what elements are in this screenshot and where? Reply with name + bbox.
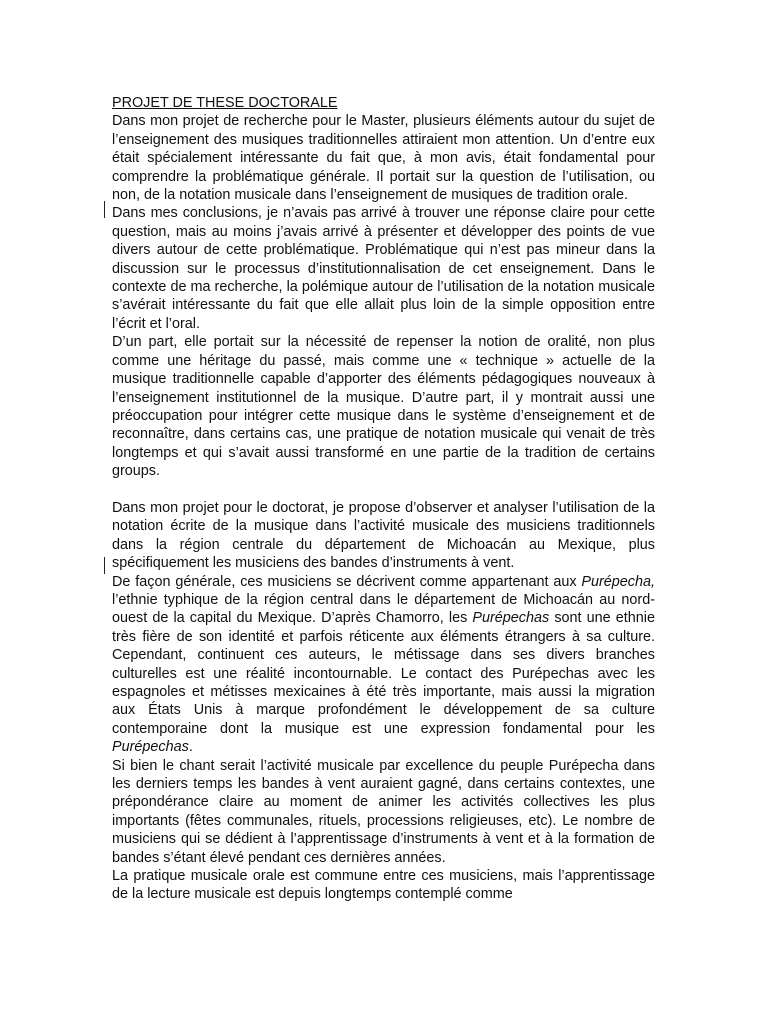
italic-term: Purépechas xyxy=(472,610,550,627)
document-title: PROJET DE THESE DOCTORALE xyxy=(112,95,338,111)
text-run: sont une ethnie très fière de son identité et parfois réticente aux éléments étrangers à sa culture. Cependant, continuent ces auteurs, le métissage dans ses divers branches culturelles est une réalité incontournable. Le contact des Purépechas avec les espagnoles et métisses mexicaines à été très importante, mais aussi la migration aux États Unis à marque profondément le développement de sa culture contemporaine dont la musique est une expression fondamental pour les xyxy=(112,610,655,737)
revision-change-bar xyxy=(104,557,105,574)
paragraph-4: Dans mon projet pour le doctorat, je propose d’observer et analyser l’utilisation de la notation écrite de la musique dans l’activité musicale des musiciens traditionnels dans la région centrale du département de Michoacán au Mexique, plus spécifiquement les musiciens des bandes d’instruments à vent. xyxy=(112,499,655,572)
paragraph-3: D’un part, elle portait sur la nécessité de repenser la notion de oralité, non plus comme une héritage du passé, mais comme une « technique » actuelle de la musique traditionnelle capable d’apporter des éléments pédagogiques nouveaux à l’enseignement institutionnel de la musique. D’autre part, il y montrait aussi une préoccupation pour intégrer cette musique dans le système d’enseignement et de reconnaître, dans certains cas, une pratique de notation musicale qui venait de très longtemps et qui s’avait aussi transformé en une partie de la tradition de certains groups. xyxy=(112,334,655,480)
paragraph-6: Si bien le chant serait l’activité musicale par excellence du peuple Purépecha dans les derniers temps les bandes à vent auraient gagné, dans certains contextes, une prépondérance claire au moment de animer les activités collectives les plus importants (fêtes communales, rituels, processions religieuses, etc). Le nombre de musiciens qui se dédient à l’apprentissage d’instruments à vent et à la formation de bandes s’étant élevé pendant ces dernières années. xyxy=(112,757,655,866)
paragraph-2: Dans mes conclusions, je n’avais pas arrivé à trouver une réponse claire pour cette question, mais au moins j’avais arrivé à présenter et développer des points de vue divers autour de cette problématique. Problématique qui n’est pas mineur dans la discussion sur le processus d’institutionnalisation de cet enseignement. Dans le contexte de ma recherche, la polémique autour de l’utilisation de la notation musicale s’avérait intéressante du fait que elle allait plus loin de la simple opposition entre l’écrit et l’oral. xyxy=(112,205,655,332)
text-run: . xyxy=(188,739,193,756)
text-run: De façon générale, ces musiciens se décrivent comme appartenant aux xyxy=(112,573,582,590)
document-page xyxy=(112,94,655,904)
paragraph-7: La pratique musicale orale est commune entre ces musiciens, mais l’apprentissage de la lecture musicale est depuis longtemps contemplé comme xyxy=(112,868,655,903)
text-run: l’ethnie typhique de la région central dans le département de Michoacán au nord-ouest de la capital du Mexique. D’après Chamorro, les xyxy=(112,591,655,627)
italic-term: Purépecha, xyxy=(581,573,655,590)
revision-change-bar xyxy=(104,201,105,218)
blank-line xyxy=(112,481,655,499)
paragraph-5 xyxy=(112,573,655,757)
paragraph-1: Dans mon projet de recherche pour le Master, plusieurs éléments autour du sujet de l’enseignement des musiques traditionnelles attiraient mon attention. Un d’entre eux était spécialement intéressante du fait que, à mon avis, était fondamental pour comprendre la problématique générale. Il portait sur la question de l’utilisation, ou non, de la notation musicale dans l’enseignement de musiques de tradition orale. xyxy=(112,113,655,204)
italic-term: Purépechas xyxy=(112,739,189,756)
